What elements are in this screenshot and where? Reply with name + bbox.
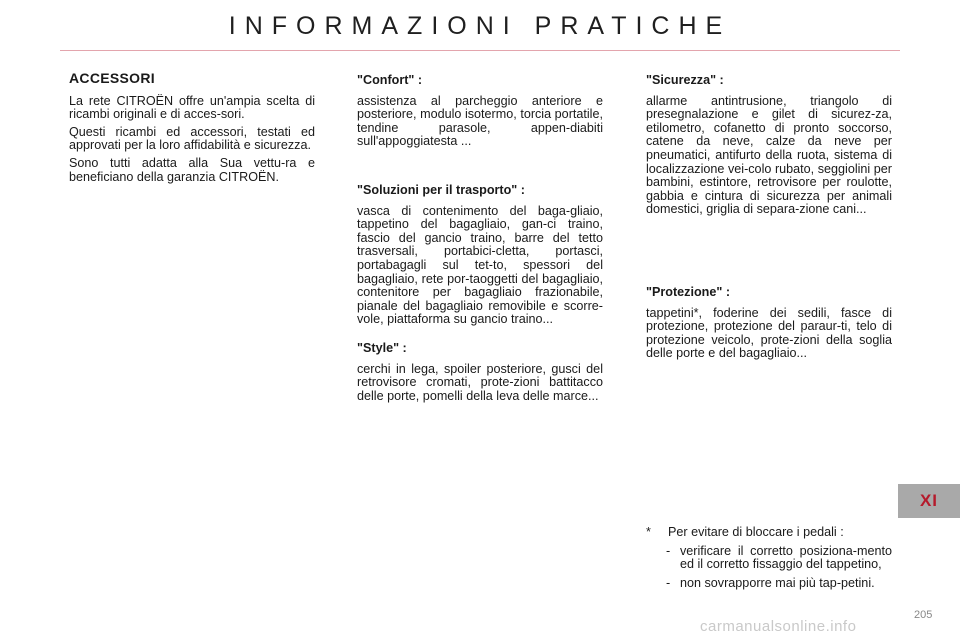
title-divider (60, 50, 900, 51)
footnote (646, 526, 892, 590)
protezione-heading: "Protezione" : (646, 285, 731, 299)
footnote-dash: - (666, 543, 671, 558)
watermark: carmanualsonline.info (700, 618, 857, 635)
confort-text: assistenza al parcheggio anteriore e posteriore, modulo isotermo, torcia portatile, tendine parasole, appen-diabiti sull'appoggiatesta ... (357, 93, 603, 149)
section-heading-accessori: ACCESSORI (69, 70, 155, 86)
footnote-item (646, 577, 892, 591)
sicurezza-block (646, 74, 892, 217)
accessori-paragraph: La rete CITROËN offre un'ampia scelta di ricambi originali e di acces-sori. (69, 93, 315, 122)
protezione-block (646, 286, 892, 361)
sicurezza-heading: "Sicurezza" : (646, 73, 724, 87)
trasporto-text: vasca di contenimento del baga-gliaio, tappetino del bagagliaio, gan-ci traino, fascio del gancio traino, barre del tetto trasversali, portabici-cletta, portasci, portabagagli sul tet-to, spessori del bagagliaio, rete por-taoggetti del bagagliaio, contenitore per bagagliaio frazionabile, pianale del bagagliaio removibile e scorre-vole, piattaforma su gancio traino... (357, 203, 603, 327)
page-title: INFORMAZIONI PRATICHE (228, 12, 732, 40)
footnote-item-text: non sovrapporre mai più tap-petini. (680, 575, 875, 590)
trasporto-block (357, 184, 603, 327)
footnote-intro-line (646, 526, 892, 540)
footnote-item (646, 545, 892, 572)
footnote-item-text: verificare il corretto posiziona-mento ed il corretto fissaggio del tappetino, (680, 543, 892, 572)
page-number: 205 (914, 609, 933, 621)
footnote-intro: Per evitare di bloccare i pedali : (668, 525, 844, 539)
footnote-star: * (646, 525, 651, 539)
sicurezza-text: allarme antintrusione, triangolo di presegnalazione e gilet di sicurez-za, etilometro, cofanetto di pronto soccorso, catene da neve, calze da neve per pneumatici, antifurto della ruota, sistema di localizzazione vei-colo rubato, seggiolini per bambini, estintore, retrovisore per roulotte, gabbia e cintura di sicurezza per animali domestici, griglia di separa-zione cani... (646, 93, 892, 217)
confort-heading: "Confort" : (357, 73, 423, 87)
accessori-section (69, 72, 315, 184)
footnote-dash: - (666, 575, 671, 590)
style-text: cerchi in lega, spoiler posteriore, gusci del retrovisore cromati, prote-zioni battitacco delle porte, pomelli della leva delle marce... (357, 361, 603, 403)
confort-block (357, 74, 603, 149)
accessori-paragraph: Questi ricambi ed accessori, testati ed approvati per la loro affidabilità e sicurezza. (69, 124, 315, 153)
trasporto-heading: "Soluzioni per il trasporto" : (357, 183, 525, 197)
style-heading: "Style" : (357, 341, 407, 355)
chapter-tab: XI (898, 484, 960, 518)
accessori-paragraph: Sono tutti adatta alla Sua vettu-ra e beneficiano della garanzia CITROËN. (69, 155, 315, 184)
style-block (357, 342, 603, 403)
protezione-text: tappetini*, foderine dei sedili, fasce di protezione, protezione del paraur-ti, telo di protezione veicolo, prote-zioni della soglia delle porte e del bagagliaio... (646, 305, 892, 361)
